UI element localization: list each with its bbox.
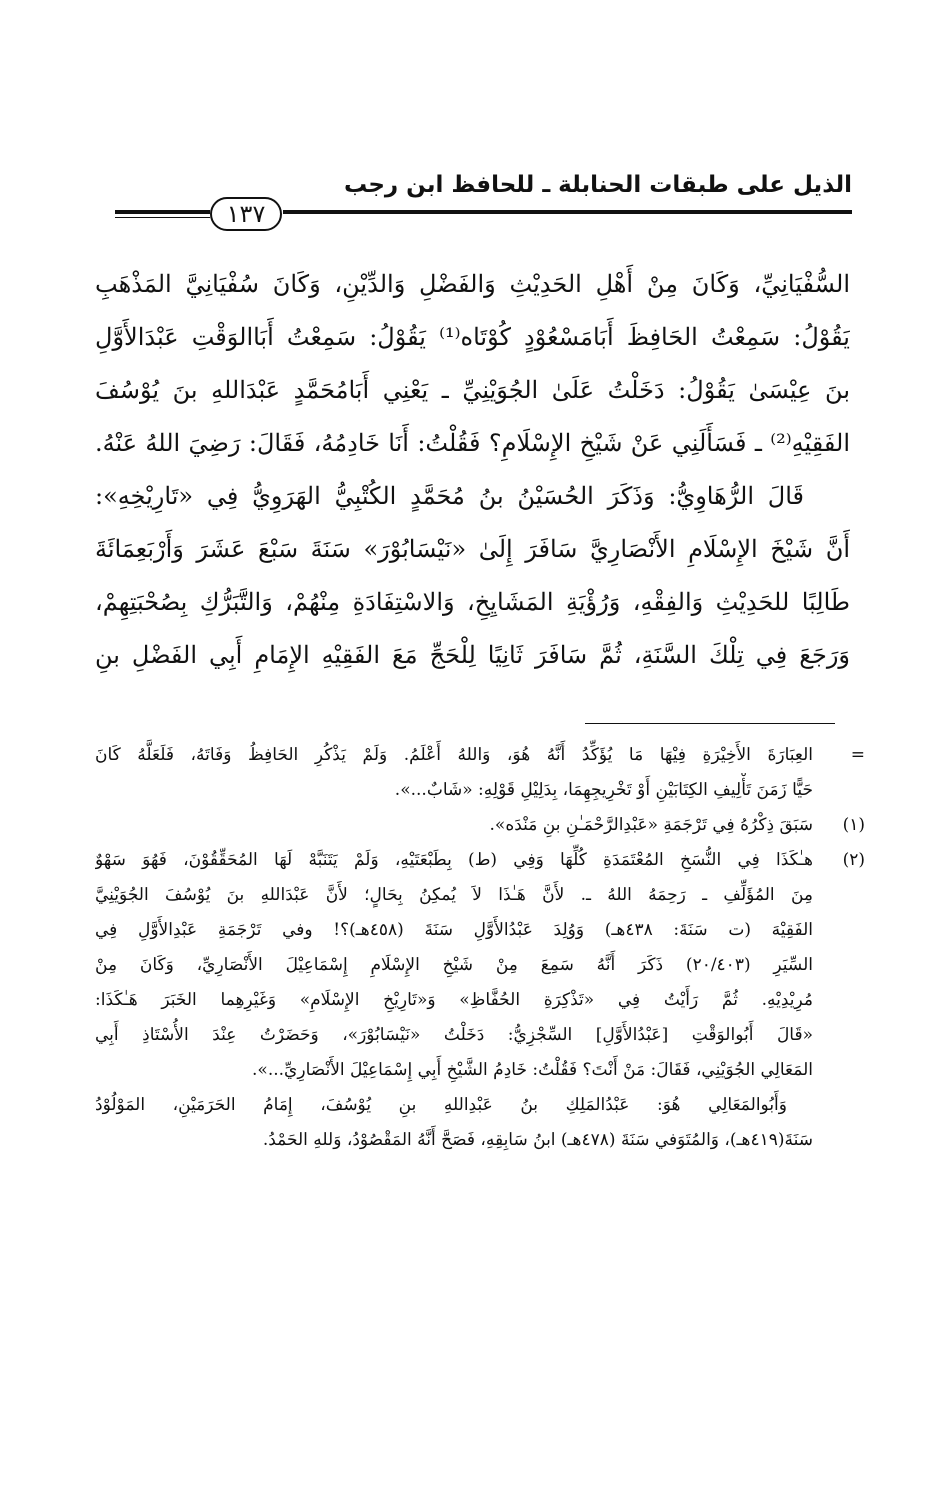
main-text xyxy=(95,258,850,682)
footnote-2-line-6: «قَالَ أَبُوالوَقْتِ [عَبْدُالأَوَّلِ] السِّجْزِيُّ: دَخَلْتُ «نَيْسَابُوْرَ»، وَحَضَرْتُ عِنْدَ الأُسْتَاذِ أَبِي xyxy=(95,1025,813,1045)
header-rule-left-thin xyxy=(115,217,210,218)
main-line-4: الفَقِيْهِ⁽²⁾ ـ فَسَأَلَنِي عَنْ شَيْخِ الإِسْلَامِ؟ فَقُلْتُ: أَنَا خَادِمُهُ، فَقَالَ: رَضِيَ اللهُ عَنْهُ. xyxy=(95,429,850,457)
footnote-2-line-7: المَعَالِي الجُوَيْنِي، فَقَالَ: مَنْ أَنْتَ؟ فَقُلْتُ: خَادِمُ الشَّيْخِ أَبِي إِسْمَاعِيْلَ الأَنْصَارِيِّ...». xyxy=(252,1060,813,1080)
footnote-2-line-3: الفَقِيْهَ (ت سَنَةَ: ٤٣٨هـ) وَوُلِدَ عَبْدُالأَوَّلِ سَنَةَ (٤٥٨هـ)؟! وفي تَرْجَمَةِ عَبْدِالأَوَّلِ فِي xyxy=(95,920,814,940)
footnote-1: (١) سَبَقَ ذِكْرُهُ فِي تَرْجَمَةِ «عَبْدِالرَّحْمَـٰنِ بنِ مَنْدَه». xyxy=(95,808,865,843)
footnote-1-marker: (١) xyxy=(842,815,865,835)
main-line-1: السُّفْيَانِيِّ، وَكَانَ مِنْ أَهْلِ الحَدِيْثِ وَالفَضْلِ وَالدِّيْنِ، وَكَانَ سُفْيَانِيَّ المَذْهَبِ xyxy=(95,270,850,298)
footnote-2-line-8: وَأَبُوالمَعَالِي هُوَ: عَبْدُالمَلِكِ بنُ عَبْدِاللهِ بنِ يُوْسُفَ، إِمَامُ الحَرَمَيْنِ، المَوْلُوْدُ xyxy=(95,1095,787,1115)
main-line-3: بنَ عِيْسَىٰ يَقُوْلُ: دَخَلْتُ عَلَىٰ الجُوَيْنِيِّ ـ يَعْنِي أَبَامُحَمَّدٍ عَبْدَاللهِ بنَ يُوْسُفَ xyxy=(95,376,850,404)
footnote-continuation-line-2: حَيًّا زَمَنَ تَأْلِيفِ الكِتَابَيْنِ أَوْ تَخْرِيجِهِمَا، بِدَلِيْلِ قَوْلِهِ: «شَابٌ...». xyxy=(394,780,813,800)
footnote-2-line-2: مِنَ المُؤَلِّفِ ـ رَحِمَهُ اللهُ ـ. لأَنَّ هَـٰذَا لاَ يُمكِنُ بِحَالٍ؛ لأَنَّ عَبْدَاللهِ بنَ يُوْسُفَ الجُوَيْنِيَّ xyxy=(95,885,813,905)
main-line-6: أَنَّ شَيْخَ الإِسْلَامِ الأَنْصَارِيَّ سَافَرَ إِلَىٰ «نَيْسَابُوْرَ» سَنَةَ سَبْعَ عَشَرَ وَأَرْبَعِمَائَةَ xyxy=(95,535,850,563)
footnotes xyxy=(95,738,865,1158)
footnote-2-line-4: السِّيَرِ (٢٠/٤٠٣) ذَكَرَ أَنَّهُ سَمِعَ مِنْ شَيْخِ الإِسْلَامِ إِسْمَاعِيْلَ الأَنْصَارِيِّ، وَكَانَ مِنْ xyxy=(95,955,813,975)
header-rule-right xyxy=(283,210,852,214)
footnote-2-line-9: سَنَةَ(٤١٩هـ)، وَالمُتَوَفي سَنَةَ (٤٧٨هـ) ابنُ سَابِقِهِ، فَصَحَّ أَنَّهُ المَقْصُوْدُ، وَللهِ الحَمْدُ. xyxy=(262,1130,813,1150)
running-title: الذيل على طبقات الحنابلة ـ للحافظ ابن رجب xyxy=(343,172,852,198)
main-line-8: وَرَجَعَ فِي تِلْكَ السَّنَةِ، ثُمَّ سَافَرَ ثَانِيًا لِلْحَجِّ مَعَ الفَقِيْهِ الإِمَامِ أَبِي الفَضْلِ بنِ xyxy=(95,641,850,669)
footnote-2-marker: (٢) xyxy=(842,850,865,870)
footnote-2-line-1: (٢) هـٰكَذَا فِي النُّسَخِ المُعْتَمَدَةِ كُلِّهَا وَفِي (ط) بِطَبْعَتَيْهِ، وَلَمْ يَتَنَبَّهْ لَهَا المُحَقِّقُوْنَ، فَهُوَ سَهْوٌ xyxy=(95,843,865,878)
header-rule-left xyxy=(115,210,210,214)
main-line-2: يَقُوْلُ: سَمِعْتُ الحَافِظَ أَبَامَسْعُوْدٍ كُوْتَاه⁽¹⁾ يَقُوْلُ: سَمِعْتُ أَبَاالوَقْتِ عَبْدَالأَوَّلِ xyxy=(95,323,850,351)
main-line-5: قَالَ الرُّهَاوِيُّ: وَذَكَرَ الحُسَيْنُ بنُ مُحَمَّدٍ الكُتْبِيُّ الهَرَوِيُّ فِي «تَارِيْخِهِ»: xyxy=(95,482,804,510)
footnote-continuation-line-1: = العِبَارَةَ الأَخِيْرَةِ فِيْهَا مَا يُؤَكِّدُ أَنَّهُ هُوَ، وَاللهُ أَعْلَمُ. وَلَمْ يَذْكُرِ الحَافِظُ وَفَاتَهُ، فَلَعَلَّهُ كَانَ xyxy=(95,738,865,773)
footnote-2-line-5: مُرِيْدِيْهِ. ثُمَّ رَأَيْتُ فِي «تَذْكِرَةِ الحُفَّاظِ» وَ«تَارِيْخِ الإِسْلَامِ» وَغَيْرِهِما الخَبَرَ هَـٰكَذَا: xyxy=(95,990,813,1010)
footnote-separator xyxy=(585,723,835,724)
main-line-7: طَالِبًا للحَدِيْثِ وَالفِقْهِ، وَرُؤْيَةِ المَشَايِخِ، وَالاسْتِفَادَةِ مِنْهُمْ، وَالتَّبَرُّكِ بِصُحْبَتِهِمْ، xyxy=(95,588,850,616)
footnote-continuation-marker: = xyxy=(850,745,865,765)
page-number: ١٣٧ xyxy=(210,197,282,231)
